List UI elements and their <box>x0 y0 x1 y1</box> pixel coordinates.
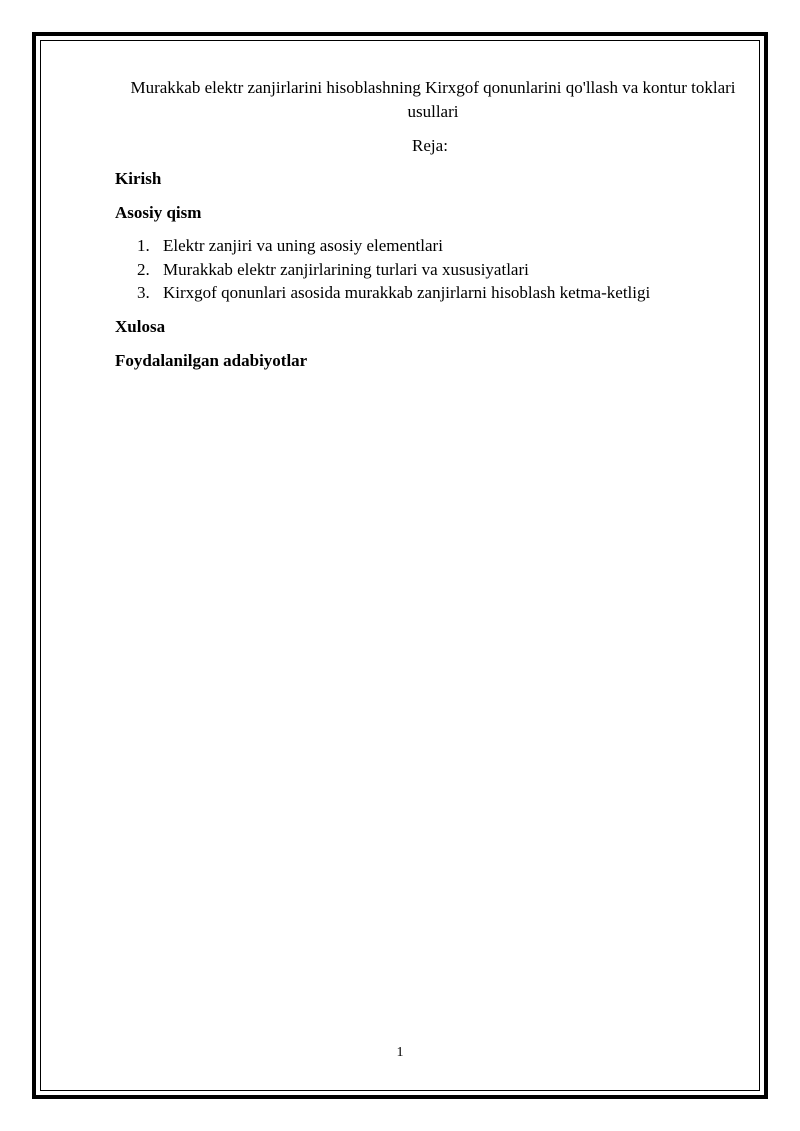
list-item-text: Murakkab elektr zanjirlarining turlari va xususiyatlari <box>163 259 529 279</box>
list-item <box>137 234 745 258</box>
page-number: 1 <box>396 1045 404 1060</box>
section-heading-intro: Kirish <box>115 169 162 188</box>
list-item-number: 2. <box>137 259 150 279</box>
list-item-text: Elektr zanjiri va uning asosiy elementlari <box>163 236 443 255</box>
plan-label: Reja: <box>412 136 448 155</box>
plan-list <box>115 234 745 305</box>
section-heading-main: Asosiy qism <box>115 203 202 222</box>
list-item-text: Kirxgof qonunlari asosida murakkab zanjirlarni hisoblash ketma-ketligi <box>163 283 651 302</box>
list-item-number: 1. <box>137 236 150 255</box>
list-item-number: 3. <box>137 283 150 302</box>
section-heading-references: Foydalanilgan adabiyotlar <box>115 350 308 370</box>
document-title: Murakkab elektr zanjirlarini hisoblashning Kirxgof qonunlarini qo'llash va kontur toklari usullari <box>130 78 736 121</box>
page-content <box>115 76 745 373</box>
list-item <box>137 258 745 282</box>
section-heading-conclusion: Xulosa <box>115 316 166 336</box>
list-item <box>137 281 745 305</box>
